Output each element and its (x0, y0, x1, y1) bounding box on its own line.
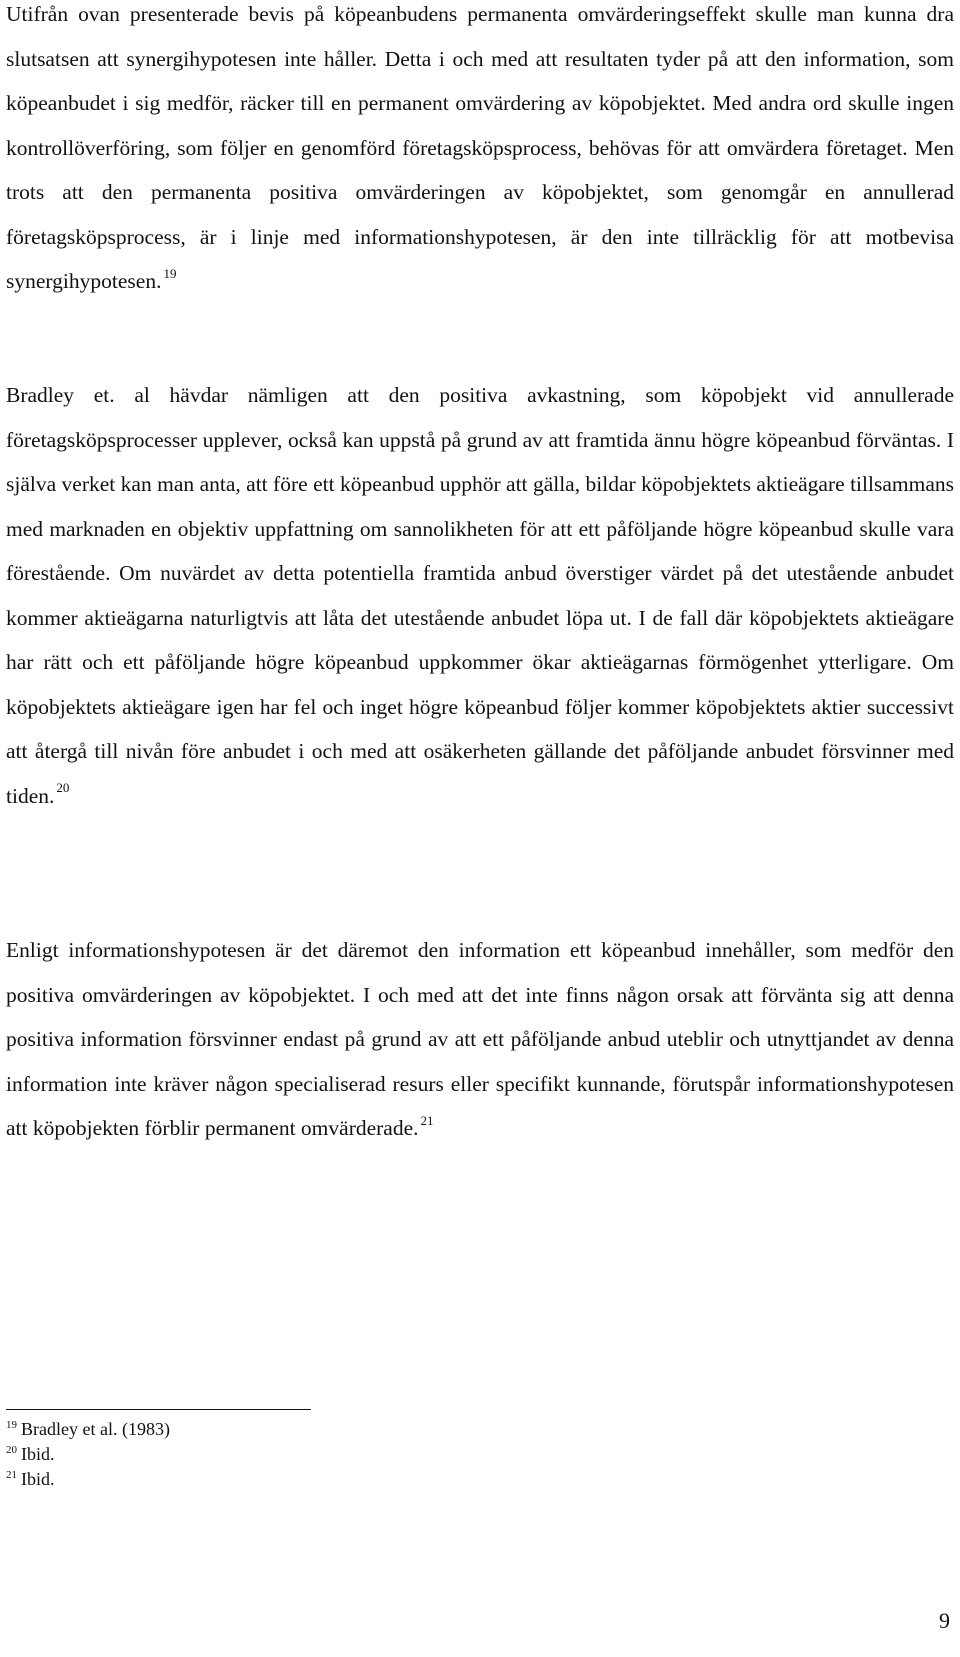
paragraph-3 (6, 928, 954, 1151)
footnote-divider (6, 1409, 311, 1410)
footnote-20 (6, 1442, 170, 1467)
footnote-text: Bradley et al. (1983) (21, 1419, 170, 1439)
paragraph-3-text: Enligt informationshypotesen är det däremot den information ett köpeanbud innehåller, som medför den positiva omvärderingen av köpobjektet. I och med att det inte finns någon orsak att förvänta sig att denna positiva information försvinner endast på grund av att ett påföljande anbud uteblir och utnyttjandet av denna information inte kräver någon specialiserad resurs eller specifikt kunnande, förutspår informationshypotesen att köpobjekten förblir permanent omvärderade. (6, 938, 954, 1140)
footnote-ref-20: 20 (56, 780, 70, 796)
paragraph-2 (6, 373, 954, 818)
paragraph-2-text: Bradley et. al hävdar nämligen att den positiva avkastning, som köpobjekt vid annullerade företagsköpsprocesser upplever, också kan uppstå på grund av att framtida ännu högre köpeanbud förväntas. I själva verket kan man anta, att före ett köpeanbud upphör att gälla, bildar köpobjektets aktieägare tillsammans med marknaden en objektiv uppfattning om sannolikheten för att ett påföljande högre köpeanbud skulle vara förestående. Om nuvärdet av detta potentiella framtida anbud överstiger värdet på det utestående anbudet kommer aktieägarna naturligtvis att låta det utestående anbudet löpa ut. I de fall där köpobjektets aktieägare har rätt och ett påföljande högre köpeanbud uppkommer ökar aktieägarnas förmögenhet ytterligare. Om köpobjektets aktieägare igen har fel och inget högre köpeanbud följer kommer köpobjektets aktier successivt att återgå till nivån före anbudet i och med att osäkerheten gällande det påföljande anbudet försvinner med tiden. (6, 383, 954, 808)
footnote-ref-19: 19 (163, 265, 177, 281)
page-number: 9 (939, 1608, 950, 1633)
footnote-number: 20 (6, 1444, 17, 1456)
footnote-number: 19 (6, 1419, 17, 1431)
footnote-19 (6, 1417, 170, 1442)
paragraph-1-text: Utifrån ovan presenterade bevis på köpeanbudens permanenta omvärderingseffekt skulle man kunna dra slutsatsen att synergihypotesen inte håller. Detta i och med att resultaten tyder på att den information, som köpeanbudet i sig medför, räcker till en permanent omvärdering av köpobjektet. Med andra ord skulle ingen kontrollöverföring, som följer en genomförd företagsköpsprocess, behövas för att omvärdera företaget. Men trots att den permanenta positiva omvärderingen av köpobjektet, som genomgår en annullerad företagsköpsprocess, är i linje med informationshypotesen, är den inte tillräcklig för att motbevisa synergihypotesen. (6, 2, 954, 293)
footnote-text: Ibid. (21, 1444, 55, 1464)
footnotes (6, 1417, 170, 1492)
paragraph-1 (6, 0, 954, 304)
footnote-number: 21 (6, 1469, 17, 1481)
footnote-text: Ibid. (21, 1469, 55, 1489)
footnote-21 (6, 1467, 170, 1492)
footnote-ref-21: 21 (420, 1112, 434, 1128)
